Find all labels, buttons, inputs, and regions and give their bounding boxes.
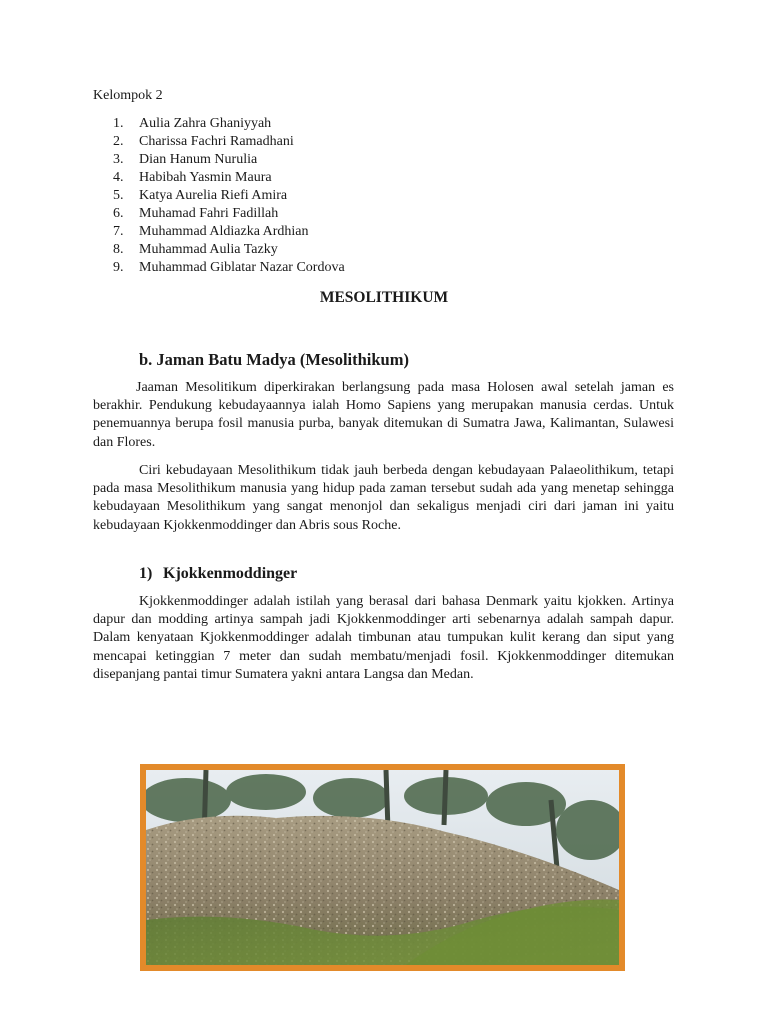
list-item [93,259,345,277]
list-item [93,151,345,169]
member-name: Aulia Zahra Ghaniyyah [139,116,272,131]
subheading-number: 1) [139,565,153,582]
list-item-number: 5. [113,188,124,203]
member-name: Katya Aurelia Riefi Amira [139,188,288,203]
member-name: Charissa Fachri Ramadhani [139,134,294,149]
list-item-number: 1. [113,116,124,131]
kjokkenmoddinger-photo [140,764,625,971]
member-name: Muhamad Fahri Fadillah [139,206,279,221]
member-list [93,115,345,277]
member-name: Muhammad Giblatar Nazar Cordova [139,260,345,275]
shell-mound-image [146,770,619,965]
list-item [93,133,345,151]
list-item-number: 2. [113,134,124,149]
section-heading: b. Jaman Batu Madya (Mesolithikum) [139,350,409,369]
list-item-number: 9. [113,260,124,275]
list-item [93,205,345,223]
list-item [93,223,345,241]
subheading-kjokkenmoddinger [139,563,297,585]
member-name: Dian Hanum Nurulia [139,152,258,167]
list-item-number: 3. [113,152,124,167]
member-name: Muhammad Aulia Tazky [139,242,278,257]
member-name: Muhammad Aldiazka Ardhian [139,224,309,239]
list-item-number: 4. [113,170,124,185]
member-name: Habibah Yasmin Maura [139,170,272,185]
document-title: MESOLITHIKUM [319,289,449,306]
list-item [93,241,345,259]
subheading-text: Kjokkenmoddinger [163,565,298,582]
list-item [93,115,345,133]
group-label: Kelompok 2 [93,88,163,103]
list-item-number: 8. [113,242,124,257]
list-item-number: 7. [113,224,124,239]
list-item [93,187,345,205]
paragraph-kjokkenmoddinger: Kjokkenmoddinger adalah istilah yang berasal dari bahasa Denmark yaitu kjokken. Artinya dapur dan modding artinya sampah jadi Kjokkenmoddinger arti sebenarnya adalah sampah dapur. Dalam kenyataan Kjokkenmoddinger adalah timbunan atau tumpukan kulit kerang dan siput yang mencapai ketinggian 7 meter dan sudah membatu/menjadi fosil. Kjokkenmoddinger ditemukan disepanjang pantai timur Sumatera yakni antara Langsa dan Medan. [93,594,674,682]
list-item-number: 6. [113,206,124,221]
list-item [93,169,345,187]
paragraph-intro: Jaaman Mesolitikum diperkirakan berlangsung pada masa Holosen awal setelah jaman es berakhir. Pendukung kebudayaannya ialah Homo Sapiens yang merupakan manusia cerdas. Untuk penemuannya berupa fosil manusia purba, banyak ditemukan di Sumatra Jawa, Kalimantan, Sulawesi dan Flores. [93,380,674,450]
paragraph-characteristics: Ciri kebudayaan Mesolithikum tidak jauh berbeda dengan kebudayaan Palaeolithikum, tetapi pada masa Mesolithikum manusia yang hidup pada zaman tersebut sudah ada yang menetap sehingga kebudayaan Mesolithikum yang sangat menonjol dan sekaligus menjadi ciri dari jaman ini yaitu kebudayaan Kjokkenmoddinger dan Abris sous Roche. [93,463,674,533]
